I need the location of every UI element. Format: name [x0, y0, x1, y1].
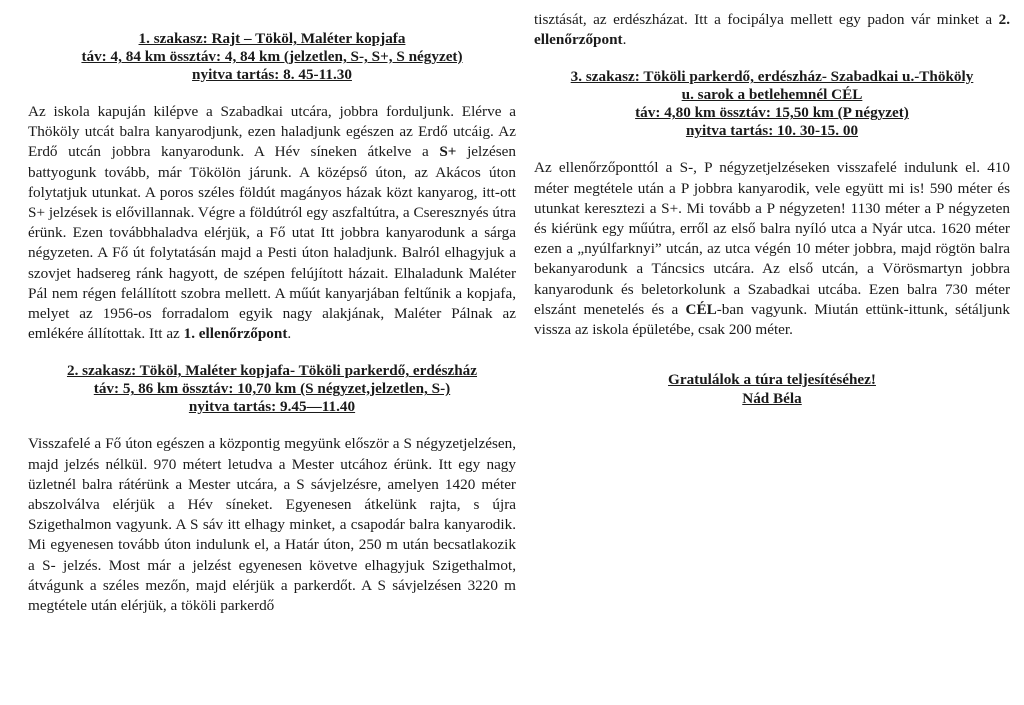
section3-title-line2: u. sarok a betlehemnél CÉL	[681, 86, 863, 104]
section3-body	[534, 158, 1010, 340]
right-column	[534, 10, 1010, 408]
section3-open-hours: nyitva tartás: 10. 30-15. 00	[685, 122, 859, 140]
section1-title: 1. szakasz: Rajt – Tököl, Maléter kopjafa	[138, 30, 406, 47]
section1-text-b: jelzésen battyogunk tovább, már Tökölön járunk. A középső úton, az Akácos úton folytatjuk utunkat. A poros széles földút magányos házak közt kanyarog, itt-ott S+ jelzések is elővillannak. Végre a földútról egy aszfaltútra, a Cseresznyés útra érünk. Ezen továbbhaladva elérjük, a Fő utat Itt jobbra kanyarodunk a sárga négyzeten. A Fő út folytatásán majd a Pesti úton haladjunk. Balról elhagyjuk a szovjet hadsereg ránk hagyott, de szépen felújított házait. Elhaladunk Maléter Pál nem régen felállított szobra mellett. A műút kanyarjában feltűnik a kopjafa, melyet az 1956-os forradalom egyik nagy alakjának, Maléter Pálnak az emlékére állítottak. Itt az	[28, 143, 516, 343]
section1-header	[28, 30, 516, 84]
section3-distance: táv: 4,80 km össztáv: 15,50 km (P négyzet)	[635, 104, 909, 122]
section2-open-hours: nyitva tartás: 9.45—11.40	[188, 398, 356, 416]
section1-bold-marker: S+	[439, 143, 457, 161]
closing-block	[534, 370, 1010, 408]
section1-text-end: .	[287, 325, 292, 343]
section3-header	[534, 68, 1010, 140]
section2-body	[28, 434, 516, 616]
section2-continued	[534, 10, 1010, 50]
section2-text: Visszafelé a Fő úton egészen a központig megyünk először a S négyzetjelzésen, majd jelzés nélkül. 970 métert letudva a Mester utcához érünk. Itt egy nagy üzletnél balra rátérünk a Mester utcára, a S sávjelzésre, amelyen 1420 méter abszolválva elérjük a Hév síneket. Egyenesen átkelünk rajta, s újra Szigethalmon vagyunk. A S sáv itt elhagy minket, a csapodár balra kanyarodik. Mi egyenesen tovább úton indulunk el, a Határ úton, 250 m után becsatlakozik a S- jelzés. Most már a jelzést egyenesen követve elhagyjuk Szigethalmot, átvágunk a széles mezőn, majd elérjük a parkerdőt. A S sávjelzésen 3220 m megtétele után elérjük, a tököli parkerdő	[28, 435, 516, 615]
section1-text-a: Az iskola kapuján kilépve a Szabadkai utcára, jobbra forduljunk. Elérve a Thököly utcát balra kanyarodjunk, ezen haladjunk egészen az Erdő utcáig. Az Erdő utcán jobbra kanyarodunk. A Hév síneken átkelve a	[28, 103, 516, 161]
section2-checkpoint: 2. ellenőrzőpont	[534, 11, 1010, 49]
section2-cont-text: tisztását, az erdészházat. Itt a focipálya mellett egy padon vár minket a	[534, 11, 999, 28]
section3-text-end: -ban vagyunk. Miután ettünk-ittunk, sétáljunk vissza az iskola épületébe, csak 200 méter.	[534, 300, 1010, 339]
author-signature: Nád Béla	[742, 390, 802, 408]
congratulations-text: Gratulálok a túra teljesítéséhez!	[668, 371, 876, 389]
section1-open-hours: nyitva tartás: 8. 45-11.30	[192, 66, 352, 83]
section3-text-a: Az ellenőrzőponttól a S-, P négyzetjelzéseken visszafelé indulunk el. 410 méter megtétele után a P jobbra kanyarodik, vele együtt mi is! 590 méter és utunkat keresztezi a S+. Mi tovább a P négyzeten! 1130 méter a P négyzeten és kiérünk egy műútra, erről az első balra nyíló utca a Nyár utca. 1620 méter ezen a „nyúlfarknyi” utcán, az utca végén 10 méter jobbra, majd rögtön balra bekanyarodunk a Táncsics utcára. Az első utcán, a Vörösmartyn jobbra kanyarodunk és beletorkolunk a Szabadkai utcába. Ezen balra 730 méter elszánt menetelés és a	[534, 159, 1010, 318]
section1-checkpoint: 1. ellenőrzőpont	[183, 325, 288, 343]
section2-header	[28, 362, 516, 416]
section3-title-line1: 3. szakasz: Tököli parkerdő, erdészház- Szabadkai u.-Thököly	[570, 68, 974, 86]
section2-distance: táv: 5, 86 km össztáv: 10,70 km (S négyzet,jelzetlen, S-)	[93, 380, 451, 398]
left-column	[28, 30, 516, 616]
section3-goal: CÉL	[685, 300, 717, 318]
section2-cont-end: .	[622, 31, 627, 49]
section1-distance: táv: 4, 84 km össztáv: 4, 84 km (jelzetlen, S-, S+, S négyzet)	[81, 48, 463, 65]
section1-body	[28, 102, 516, 344]
section2-title: 2. szakasz: Tököl, Maléter kopjafa- Tököli parkerdő, erdészház	[66, 362, 478, 380]
